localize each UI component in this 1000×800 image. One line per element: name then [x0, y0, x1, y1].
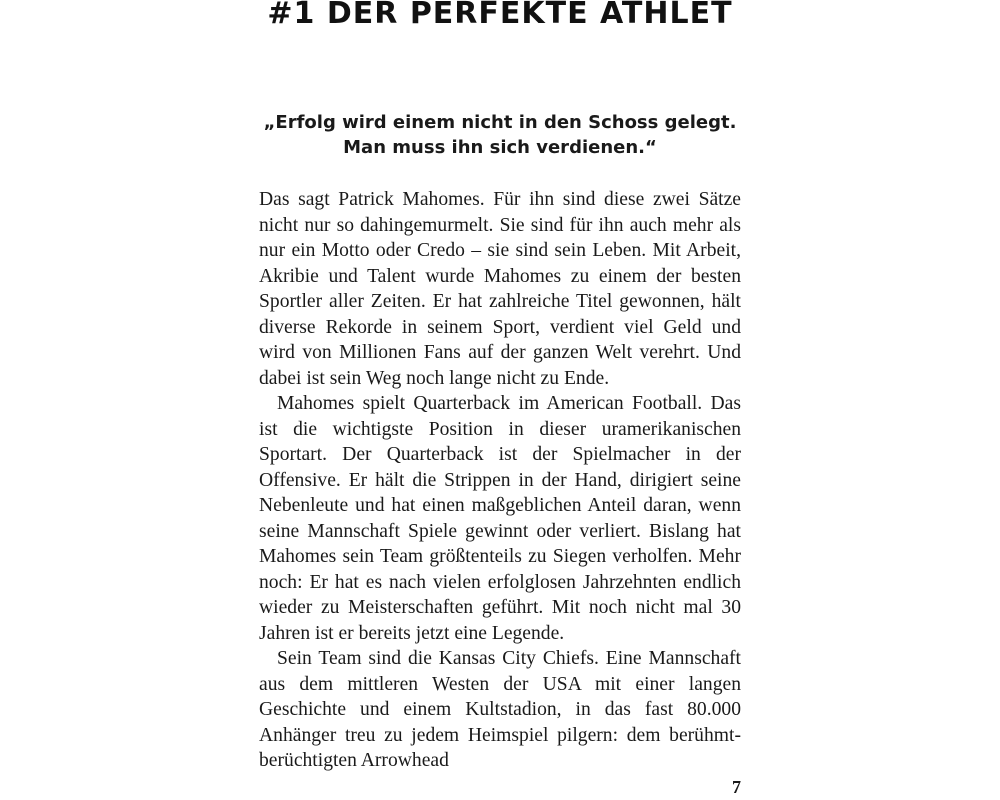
epigraph-quote: [260, 110, 740, 160]
epigraph-line-1: „Erfolg wird einem nicht in den Schoss gelegt.: [263, 112, 737, 133]
page-number: 7: [732, 777, 741, 797]
body-paragraph-2: Mahomes spielt Quarterback im American Football. Das ist die wichtigste Position in dieser uramerikanischen Sportart. Der Quarterback ist der Spielmacher in der Offensive. Er hält die Strippen in der Hand, dirigiert seine Nebenleute und hat einen maßgeblichen Anteil daran, wenn seine Mannschaft Spiele gewinnt oder verliert. Bislang hat Mahomes sein Team größtenteils zu Siegen verholfen. Mehr noch: Er hat es nach vielen erfolglosen Jahrzehnten endlich wieder zu Meisterschaften geführt. Mit noch nicht mal 30 Jahren ist er bereits jetzt eine Legende.: [259, 393, 741, 644]
body-text: [259, 187, 741, 774]
body-paragraph-1: Das sagt Patrick Mahomes. Für ihn sind diese zwei Sätze nicht nur so dahingemurmelt. Sie sind für ihn auch mehr als nur ein Motto oder Credo – sie sind sein Leben. Mit Arbeit, Akribie und Talent wurde Mahomes zu einem der besten Sportler aller Zeiten. Er hat zahlreiche Titel gewonnen, hält diverse Rekorde in seinem Sport, verdient viel Geld und wird von Millionen Fans auf der ganzen Welt verehrt. Und dabei ist sein Weg noch lange nicht zu Ende.: [259, 189, 741, 389]
epigraph-line-2: Man muss ihn sich verdienen.“: [343, 137, 657, 158]
chapter-title: #1 DER PERFEKTE ATHLET: [267, 0, 733, 31]
body-paragraph-3: Sein Team sind die Kansas City Chiefs. Eine Mannschaft aus dem mittleren Westen der USA mit einer langen Geschichte und einem Kultstadion, in das fast 80.000 Anhänger treu zu jedem Heimspiel pilgern: dem berühmt-berüchtigten Arrowhead: [259, 648, 741, 771]
